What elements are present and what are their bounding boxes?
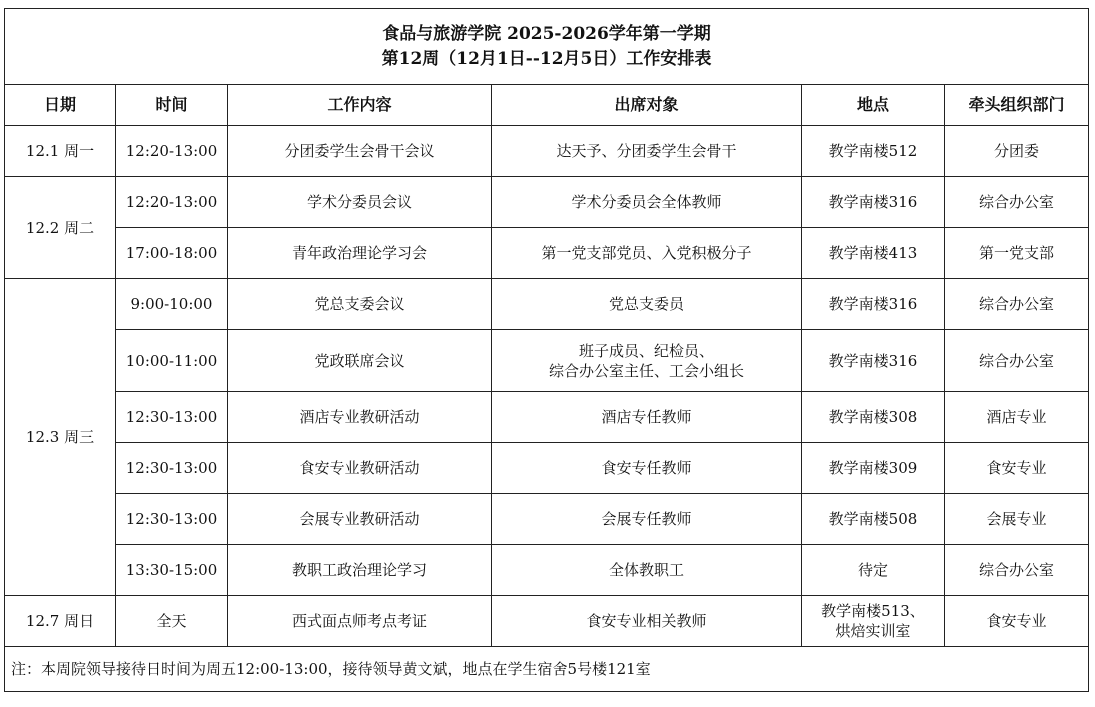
time-cell: 13:30-15:00 — [116, 545, 228, 596]
place-cell — [802, 443, 945, 494]
title-line-2: 第12周（12月1日--12月5日）工作安排表 — [381, 48, 712, 69]
time-cell: 12:20-13:00 — [116, 177, 228, 228]
content-cell: 分团委学生会骨干会议 — [228, 126, 492, 177]
title-row — [5, 9, 1089, 85]
attendees-cell — [492, 392, 802, 443]
attendees-line: 综合办公室主任、工会小组长 — [548, 361, 744, 380]
dept-cell: 第一党支部 — [945, 228, 1089, 279]
table-row — [5, 392, 1089, 443]
attendees-line: 酒店专任教师 — [601, 408, 692, 426]
col-header-dept: 牵头组织部门 — [945, 85, 1089, 126]
content-cell: 西式面点师考点考证 — [228, 596, 492, 647]
time-cell: 全天 — [116, 596, 228, 647]
place-cell — [802, 279, 945, 330]
note-row — [5, 647, 1089, 692]
place-cell — [802, 596, 945, 647]
schedule-sheet — [4, 8, 1088, 692]
table-title — [5, 9, 1089, 85]
attendees-line: 会展专任教师 — [601, 510, 692, 528]
place-line: 烘焙实训室 — [835, 622, 911, 640]
time-cell: 17:00-18:00 — [116, 228, 228, 279]
attendees-line: 达天予、分团委学生会骨干 — [556, 142, 737, 160]
place-line: 教学南楼513、 — [821, 602, 925, 620]
col-header-place: 地点 — [802, 85, 945, 126]
attendees-cell — [492, 596, 802, 647]
date-cell: 12.3 周三 — [5, 279, 116, 596]
dept-cell: 酒店专业 — [945, 392, 1089, 443]
place-cell — [802, 545, 945, 596]
time-cell: 12:30-13:00 — [116, 392, 228, 443]
attendees-cell — [492, 545, 802, 596]
content-cell: 党政联席会议 — [228, 330, 492, 392]
attendees-line: 班子成员、纪检员、 — [578, 341, 714, 360]
time-cell: 10:00-11:00 — [116, 330, 228, 392]
dept-cell: 综合办公室 — [945, 177, 1089, 228]
place-line: 教学南楼316 — [828, 295, 918, 313]
attendees-line: 学术分委员会全体教师 — [571, 193, 722, 211]
header-row — [5, 85, 1089, 126]
place-line: 教学南楼512 — [828, 142, 918, 160]
dept-cell: 会展专业 — [945, 494, 1089, 545]
col-header-time: 时间 — [116, 85, 228, 126]
table-row — [5, 126, 1089, 177]
title-line-1: 食品与旅游学院 2025-2026学年第一学期 — [382, 23, 711, 44]
content-cell: 食安专业教研活动 — [228, 443, 492, 494]
place-line: 教学南楼308 — [828, 408, 918, 426]
place-cell — [802, 392, 945, 443]
date-cell: 12.7 周日 — [5, 596, 116, 647]
attendees-cell — [492, 228, 802, 279]
content-cell: 青年政治理论学习会 — [228, 228, 492, 279]
table-row — [5, 545, 1089, 596]
dept-cell: 分团委 — [945, 126, 1089, 177]
place-line: 教学南楼508 — [828, 510, 918, 528]
attendees-cell — [492, 177, 802, 228]
table-row — [5, 443, 1089, 494]
time-cell: 12:30-13:00 — [116, 494, 228, 545]
col-header-date: 日期 — [5, 85, 116, 126]
dept-cell: 食安专业 — [945, 596, 1089, 647]
dept-cell: 综合办公室 — [945, 545, 1089, 596]
time-cell: 9:00-10:00 — [116, 279, 228, 330]
attendees-line: 食安专业相关教师 — [586, 612, 707, 630]
place-cell — [802, 126, 945, 177]
col-header-attendees: 出席对象 — [492, 85, 802, 126]
place-cell — [802, 330, 945, 392]
date-cell: 12.1 周一 — [5, 126, 116, 177]
content-cell: 教职工政治理论学习 — [228, 545, 492, 596]
attendees-cell — [492, 443, 802, 494]
content-cell: 党总支委会议 — [228, 279, 492, 330]
content-cell: 酒店专业教研活动 — [228, 392, 492, 443]
attendees-cell — [492, 126, 802, 177]
table-row — [5, 177, 1089, 228]
place-cell — [802, 177, 945, 228]
attendees-line: 党总支委员 — [608, 295, 684, 313]
table-row — [5, 596, 1089, 647]
attendees-line: 食安专任教师 — [601, 459, 692, 477]
table-row — [5, 279, 1089, 330]
content-cell: 会展专业教研活动 — [228, 494, 492, 545]
dept-cell: 综合办公室 — [945, 330, 1089, 392]
place-line: 教学南楼413 — [828, 244, 918, 262]
content-cell: 学术分委员会议 — [228, 177, 492, 228]
place-cell — [802, 494, 945, 545]
place-cell — [802, 228, 945, 279]
table-row — [5, 228, 1089, 279]
date-cell: 12.2 周二 — [5, 177, 116, 279]
time-cell: 12:30-13:00 — [116, 443, 228, 494]
place-line: 教学南楼316 — [828, 193, 918, 211]
schedule-table — [4, 8, 1089, 692]
attendees-cell — [492, 279, 802, 330]
attendees-cell — [492, 494, 802, 545]
dept-cell: 综合办公室 — [945, 279, 1089, 330]
place-line: 教学南楼309 — [828, 459, 918, 477]
attendees-line: 全体教职工 — [608, 561, 684, 579]
note-text: 注：本周院领导接待日时间为周五12:00-13:00，接待领导黄文斌，地点在学生宿舍5号楼121室 — [5, 647, 1089, 692]
attendees-line: 第一党支部党员、入党积极分子 — [541, 244, 752, 262]
table-row — [5, 330, 1089, 392]
table-row — [5, 494, 1089, 545]
col-header-content: 工作内容 — [228, 85, 492, 126]
place-line: 教学南楼316 — [828, 351, 918, 370]
attendees-cell — [492, 330, 802, 392]
place-line: 待定 — [857, 561, 888, 579]
time-cell: 12:20-13:00 — [116, 126, 228, 177]
dept-cell: 食安专业 — [945, 443, 1089, 494]
